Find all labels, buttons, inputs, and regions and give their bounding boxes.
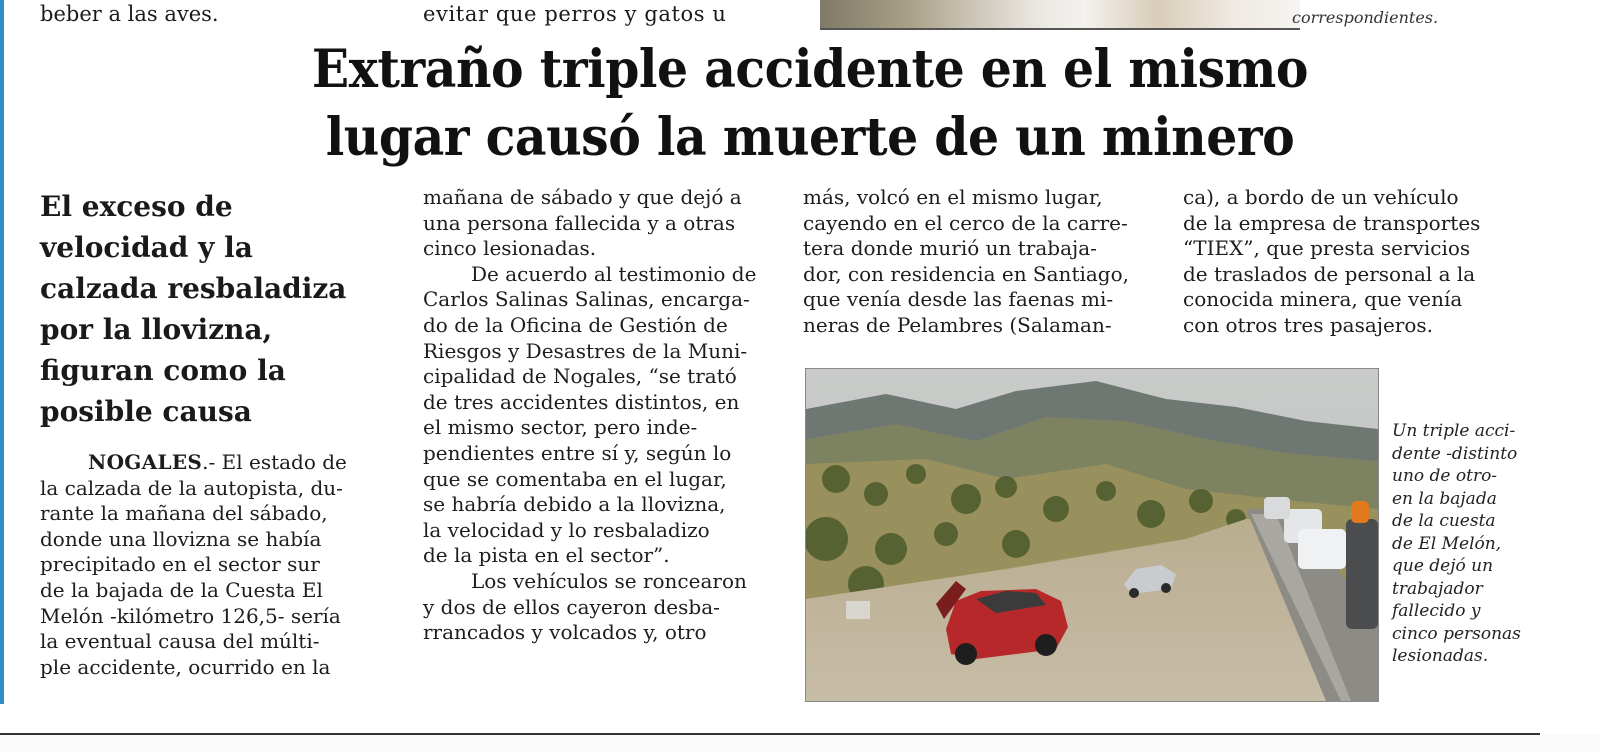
body-line: Riesgos y Desastres de la Muni-	[423, 338, 748, 363]
prev-article-caption-fragment: correspondientes.	[1292, 8, 1439, 27]
body-line: Melón -kilómetro 126,5- sería	[40, 603, 341, 628]
body-line: de la pista en el sector”.	[423, 543, 670, 568]
subhead-line: posible causa	[40, 395, 252, 428]
body-line: de la bajada de la Cuesta El	[40, 577, 323, 602]
caption-line: de la cuesta	[1392, 511, 1496, 531]
body-line: De acuerdo al testimonio de	[471, 261, 757, 286]
prev-article-photo-strip	[820, 0, 1300, 30]
body-line: ple accidente, ocurrido en la	[40, 654, 331, 679]
body-column-2	[423, 185, 778, 646]
subhead-line: figuran como la	[40, 354, 286, 387]
prev-article-fragment-middle: evitar que perros y gatos u	[423, 2, 727, 26]
body-line: “TIEX”, que presta servicios	[1183, 236, 1471, 261]
caption-line: que dejó un	[1392, 556, 1494, 576]
article-headline	[284, 36, 1337, 172]
body-line: mañana de sábado y que dejó a	[423, 185, 742, 209]
body-column-3	[803, 185, 1158, 339]
subhead-line: El exceso de	[40, 190, 233, 223]
prev-article-fragment-left: beber a las aves.	[40, 2, 219, 26]
body-line: cipalidad de Nogales, “se trató	[423, 364, 737, 389]
accident-scene-photo	[805, 368, 1379, 702]
body-line	[40, 450, 390, 476]
accident-scene-illustration	[806, 369, 1378, 701]
body-line: tera donde murió un trabaja-	[803, 236, 1097, 261]
subhead-line: calzada resbaladiza	[40, 272, 347, 305]
headline-line-1: Extraño triple accidente en el mismo	[311, 39, 1309, 100]
headline-line-2: lugar causó la muerte de un minero	[325, 107, 1295, 168]
body-line: que venía desde las faenas mi-	[803, 287, 1114, 312]
body-line: rrancados y volcados y, otro	[423, 620, 707, 645]
article-subheadline	[40, 186, 380, 432]
dateline: NOGALES	[88, 450, 203, 474]
caption-line: dente -distinto	[1392, 443, 1518, 464]
body-line: más, volcó en el mismo lugar,	[803, 185, 1103, 209]
caption-line: trabajador	[1392, 578, 1483, 599]
body-line: se habría debido a la llovizna,	[423, 492, 726, 517]
photo-caption	[1392, 420, 1542, 668]
body-column-4	[1183, 185, 1538, 339]
body-line: donde una llovizna se había	[40, 526, 322, 551]
left-accent-bar	[0, 0, 4, 704]
body-line: de traslados de personal a la	[1183, 261, 1476, 286]
body-line-rest: .- El estado de	[202, 450, 347, 474]
caption-line: de El Melón,	[1392, 533, 1502, 554]
subhead-line: velocidad y la	[40, 231, 253, 264]
body-line: y dos de ellos cayeron desba-	[423, 594, 720, 619]
body-column-1	[40, 450, 390, 680]
caption-line: uno de otro-	[1392, 466, 1498, 486]
body-line: la velocidad y lo resbaladizo	[423, 517, 710, 542]
body-line: que se comentaba en el lugar,	[423, 466, 727, 491]
caption-line: Un triple acci-	[1392, 421, 1516, 441]
caption-line: en la bajada	[1392, 488, 1497, 509]
body-line: cinco lesionadas.	[423, 236, 597, 261]
body-line: la calzada de la autopista, du-	[40, 475, 343, 500]
body-line: Carlos Salinas Salinas, encarga-	[423, 287, 750, 312]
body-line: rante la mañana del sábado,	[40, 501, 328, 526]
body-line: de tres accidentes distintos, en	[423, 389, 740, 414]
body-line: pendientes entre sí y, según lo	[423, 440, 732, 465]
body-line: con otros tres pasajeros.	[1183, 312, 1434, 337]
bottom-margin	[0, 735, 1600, 752]
body-line: una persona fallecida y a otras	[423, 210, 736, 235]
caption-line: fallecido y	[1392, 601, 1481, 621]
body-line: neras de Pelambres (Salaman-	[803, 312, 1112, 337]
body-line: cayendo en el cerco de la carre-	[803, 210, 1128, 235]
body-line: el mismo sector, pero inde-	[423, 415, 698, 440]
body-line: dor, con residencia en Santiago,	[803, 261, 1129, 286]
body-line: Los vehículos se roncearon	[471, 568, 747, 593]
body-line: precipitado en el sector sur	[40, 552, 320, 577]
caption-line: lesionadas.	[1392, 646, 1489, 666]
subhead-line: por la llovizna,	[40, 313, 273, 346]
body-line: do de la Oficina de Gestión de	[423, 312, 728, 337]
body-line: de la empresa de transportes	[1183, 210, 1481, 235]
caption-line: cinco personas	[1392, 623, 1521, 644]
body-line: la eventual causa del múlti-	[40, 629, 320, 654]
body-line: conocida minera, que venía	[1183, 287, 1463, 312]
body-line: ca), a bordo de un vehículo	[1183, 185, 1459, 209]
